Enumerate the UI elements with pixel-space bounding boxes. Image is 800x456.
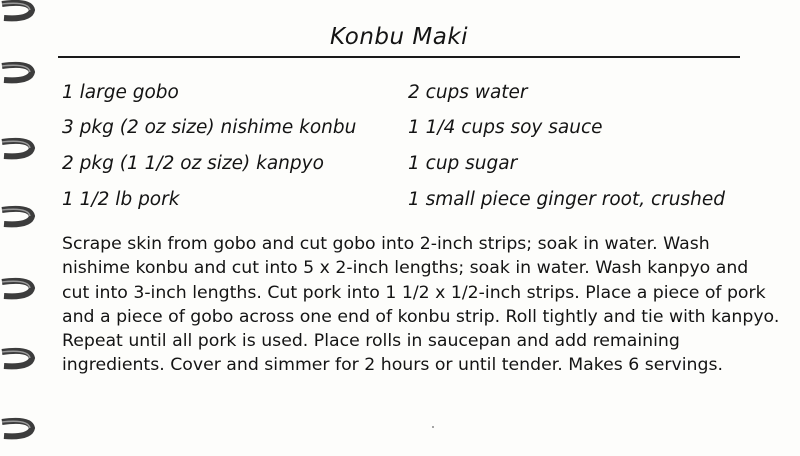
binding-ring-icon (0, 414, 38, 444)
ingredient-item: 2 pkg (1 1/2 oz size) kanpyo (62, 153, 324, 174)
instruction-line: nishime konbu and cut into 5 x 2-inch lengths; soak in water. Wash kanpyo and (62, 258, 749, 279)
instruction-line: Repeat until all pork is used. Place rolls in saucepan and add remaining (62, 331, 680, 352)
instruction-line: ingredients. Cover and simmer for 2 hours or until tender. Makes 6 servings. (62, 355, 723, 376)
recipe-instructions (62, 232, 780, 378)
instruction-line: Scrape skin from gobo and cut gobo into 2-inch strips; soak in water. Wash (62, 234, 710, 254)
binding-ring-icon (0, 58, 38, 88)
binding-ring-icon (0, 274, 38, 304)
binding-ring-icon (0, 0, 38, 26)
binding-ring-icon (0, 134, 38, 164)
ingredient-item: 1 small piece ginger root, crushed (408, 189, 725, 210)
ingredient-item: 3 pkg (2 oz size) nishime konbu (62, 117, 357, 138)
recipe-title: Konbu Maki (330, 24, 469, 50)
ingredient-item: 1 large gobo (62, 82, 179, 103)
ingredient-item: 1 1/2 lb pork (62, 189, 180, 210)
instruction-line: and a piece of gobo across one end of konbu strip. Roll tightly and tie with kanpyo. (62, 306, 780, 327)
ingredient-item: 2 cups water (408, 82, 528, 103)
binding-ring-icon (0, 202, 38, 232)
ingredient-item: 1 cup sugar (408, 153, 518, 174)
spiral-binding (0, 0, 44, 456)
instruction-line: cut into 3-inch lengths. Cut pork into 1 1/2 x 1/2-inch strips. Place a piece of pork (62, 282, 766, 303)
paper-speck (432, 426, 434, 428)
ingredient-item: 1 1/4 cups soy sauce (408, 117, 603, 138)
binding-ring-icon (0, 344, 38, 374)
title-divider (58, 56, 740, 58)
